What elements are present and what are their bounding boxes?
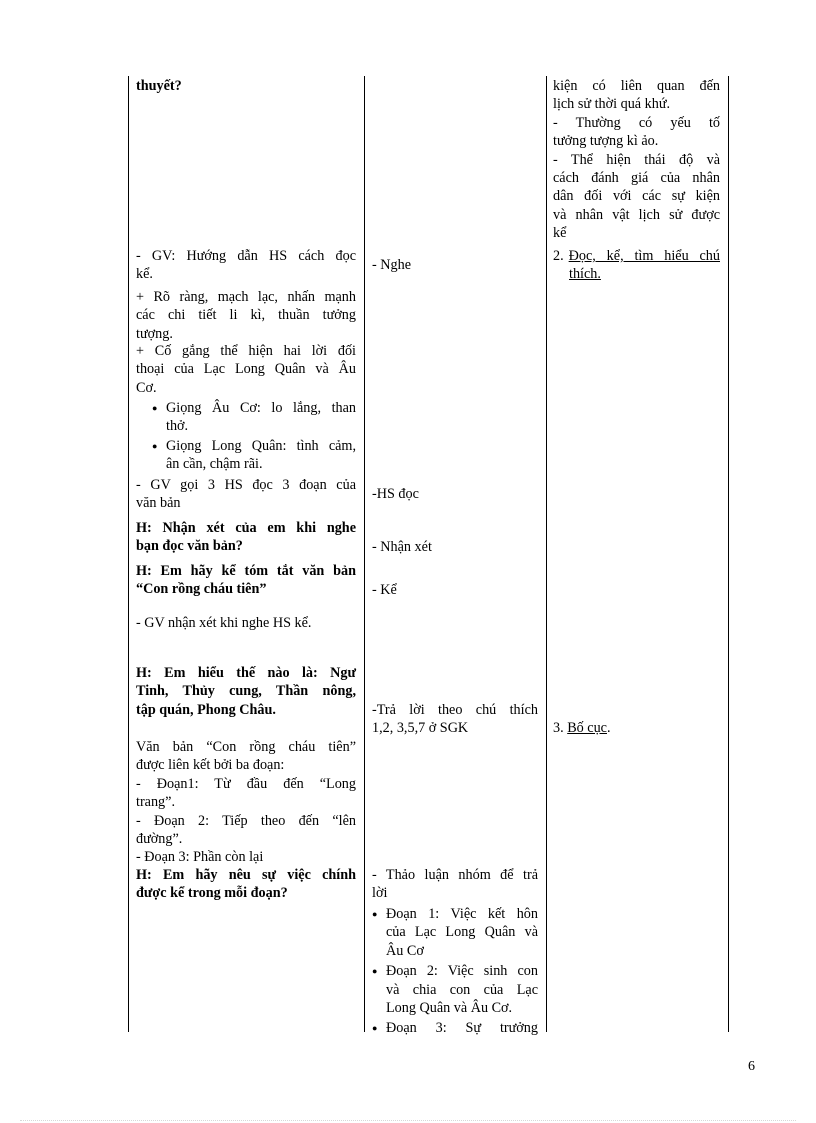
text-line: H: Em hãy nêu sự việc chính: [136, 867, 356, 883]
text-line: ● Đoạn 1: Việc kết hôn: [386, 906, 538, 922]
table-col-divider-1: [364, 76, 365, 1032]
section-number: 3.: [553, 720, 564, 736]
text-line: thở.: [166, 418, 189, 435]
question-retell: [136, 562, 356, 599]
text-line: - Kể: [372, 582, 397, 598]
text-line: -HS đọc: [372, 486, 419, 502]
voice-list: [152, 399, 356, 474]
text-line: - Đoạn1: Từ đầu đến “Long: [136, 775, 356, 792]
text-line: trang”.: [136, 794, 175, 811]
text-line: tượng.: [136, 325, 173, 342]
reading-tip-dialogue: [136, 342, 356, 397]
paragraph-summary-list: [372, 905, 538, 1038]
text-line: - GV nhận xét khi nghe HS kể.: [136, 615, 312, 631]
table-left-border: [128, 76, 129, 1032]
list-item: [152, 399, 356, 436]
text-line: Tinh, Thủy cung, Thần nông,: [136, 683, 356, 700]
section-title: Bố cục: [567, 720, 607, 736]
text-line: ân cần, chậm rãi.: [166, 456, 263, 473]
student-read: [372, 485, 538, 503]
question-main-events: [136, 866, 356, 903]
table-col-divider-2: [546, 76, 547, 1032]
text-line: cách đánh giá của nhân: [553, 170, 720, 187]
text-line: tập quán, Phong Châu.: [136, 701, 276, 718]
list-item: [372, 1019, 538, 1037]
student-retell: [372, 581, 538, 599]
text-line: H: Em hãy kể tóm tắt văn bản: [136, 563, 356, 579]
text-line: - Đoạn 2: Tiếp theo đến “lên: [136, 812, 356, 829]
text-line: - Thể hiện thái độ và: [553, 151, 720, 168]
gv-guide-reading: [136, 247, 356, 284]
text-line: và nhân vật lịch sử được: [553, 206, 720, 223]
text-line: đường”.: [136, 831, 183, 848]
text-line: ● Đoạn 2: Việc sinh con: [386, 963, 538, 980]
gv-comment: [136, 614, 356, 632]
text-line: “Con rồng cháu tiên”: [136, 581, 267, 598]
text-line: ● Giọng Long Quân: tình cảm,: [166, 437, 356, 454]
text-line: lịch sử thời quá khứ.: [553, 96, 671, 113]
question-thuyet: [136, 77, 356, 95]
text-line: thuyết?: [136, 78, 182, 94]
text-line: H: Em hiểu thế nào là: Ngư: [136, 665, 356, 681]
text-line: - Thường có yếu tố: [553, 114, 720, 131]
page-bottom-rule: [20, 1120, 796, 1121]
list-item: [372, 962, 538, 1017]
text-line: được kể trong mỗi đoạn?: [136, 885, 288, 902]
text-line: các chi tiết li kì, thuần tưởng: [136, 307, 356, 324]
heading-line: [553, 265, 720, 283]
text-line: lời: [372, 885, 388, 902]
list-item: [372, 905, 538, 960]
reading-tip-clear: [136, 288, 356, 343]
list-item: [152, 437, 356, 474]
heading-line: [553, 247, 720, 265]
section-title-cont: thích.: [569, 266, 601, 283]
text-line: Cơ.: [136, 379, 157, 396]
text-line: - Đoạn 3: Phần còn lại: [136, 849, 264, 866]
gv-call-students: [136, 476, 356, 513]
question-vocabulary: [136, 664, 356, 719]
text-line: + Rõ ràng, mạch lạc, nhấn mạnh: [136, 289, 356, 305]
text-line: ● Giọng Âu Cơ: lo lắng, than: [166, 400, 356, 416]
section-number: 2.: [553, 248, 564, 264]
text-line: tưởng tượng kì ảo.: [553, 133, 659, 150]
text-line: ● Đoạn 3: Sự trưởng: [386, 1020, 538, 1037]
text-line: - GV: Hướng dẫn HS cách đọc: [136, 248, 356, 264]
text-line: kể.: [136, 266, 153, 283]
text-line: Long Quân và Âu Cơ.: [386, 1000, 513, 1017]
text-line: 1,2, 3,5,7 ở SGK: [372, 720, 469, 737]
text-line: - Nghe: [372, 257, 412, 273]
table-right-border: [728, 76, 729, 1032]
text-line: và chia con của Lạc: [386, 981, 538, 998]
text-line: thoại của Lạc Long Quân và Âu: [136, 361, 356, 378]
text-line: H: Nhận xét của em khi nghe: [136, 520, 356, 536]
student-group-discussion: [372, 866, 538, 903]
page-number: 6: [748, 1059, 755, 1074]
text-line: của Lạc Long Quân và: [386, 924, 538, 941]
student-listen: [372, 256, 538, 274]
section-2-heading: [553, 247, 720, 284]
question-comment: [136, 519, 356, 556]
text-line: Âu Cơ: [386, 942, 424, 959]
text-line: kiện có liên quan đến: [553, 78, 720, 94]
legend-characteristics: [553, 77, 720, 243]
text-line: -Trả lời theo chú thích: [372, 702, 538, 718]
text-line: dân đối với các sự kiện: [553, 188, 720, 205]
student-answer: [372, 701, 538, 738]
text-line: Văn bản “Con rồng cháu tiên”: [136, 739, 356, 755]
text-structure: [136, 738, 356, 867]
text-line: - Thảo luận nhóm để trả: [372, 867, 538, 883]
text-line: được liên kết bởi ba đoạn:: [136, 757, 285, 774]
text-line: - Nhận xét: [372, 539, 432, 555]
text-line: văn bản: [136, 495, 181, 512]
text-line: kể: [553, 225, 567, 242]
section-title-dot: .: [606, 720, 611, 736]
student-comment: [372, 538, 538, 556]
text-line: + Cố gắng thể hiện hai lời đối: [136, 343, 356, 359]
section-title: Đọc, kể, tìm hiểu chú: [568, 248, 720, 264]
text-line: bạn đọc văn bản?: [136, 538, 243, 555]
text-line: - GV gọi 3 HS đọc 3 đoạn của: [136, 477, 356, 493]
section-3-heading: [553, 719, 720, 737]
